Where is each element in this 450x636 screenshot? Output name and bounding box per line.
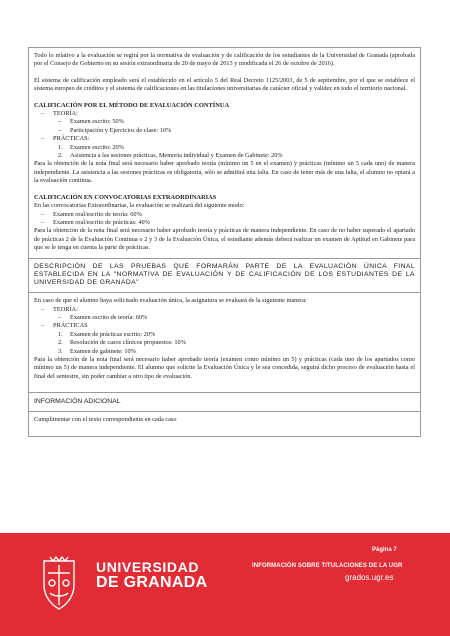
website-link[interactable]: grados.ugr.es [345, 573, 394, 582]
list-item: – TEORÍA: [41, 305, 78, 313]
university-name-line2: DE GRANADA [96, 574, 208, 591]
additional-info-cell [28, 412, 421, 436]
paragraph: En las convocatorias Extraordinarias, la evaluación se realizará del siguiente modo: [34, 202, 245, 210]
footer-info-text: INFORMACIÓN SOBRE TITULACIONES DE LA UGR [252, 563, 403, 569]
list-item: – Examen oral/escrito de teoría: 60% [41, 210, 142, 218]
paragraph: Para la obtención de la nota final será necesario haber aprobado teoría (mínimo un 5 en el examen) y prácticas (mínimo un 5 cada uno) de manera independiente. La asistencia a las sesiones prácticas es obligatoria, sólo se admitirá una falta. En caso de tener más de una falta, el alumno no optará a la evaluación continua. [34, 160, 415, 185]
list-item: – PRÁCTICAS [41, 322, 88, 330]
single-eval-section [28, 293, 421, 393]
paragraph: Para la obtención de la nota final será necesario haber aprobado teoría y prácticas de manera independiente. En caso de no haber superado el apartado de prácticas 2 de la Evaluación Continua o 2 y 3 de la Evaluación Única, el estudiante además deberá realizar un examen de Aptitud en Gabinete para que se le tenga en cuenta la parte de prácticas. [34, 227, 415, 252]
paragraph: Cumplimentar con el texto correspondiente en cada caso [34, 416, 177, 424]
additional-info-title-cell [28, 393, 421, 412]
evaluation-document [28, 47, 421, 437]
list-item: – Examen escrito: 50% [58, 118, 124, 126]
list-item: – Examen escrito de teoría: 60% [58, 313, 148, 321]
evaluation-section [28, 47, 421, 259]
continuous-eval-list [34, 110, 415, 160]
extraordinary-eval-list [34, 211, 415, 228]
single-eval-title-cell [28, 259, 421, 294]
list-item: 2. Resolución de casos clínicos propuestos: 10% [58, 339, 186, 347]
page-number: Página 7 [372, 547, 397, 553]
list-item: – Participación y Ejercicios de clase: 10% [58, 126, 172, 134]
list-item: – TEORÍA: [41, 110, 78, 118]
footer-banner [0, 533, 450, 636]
paragraph: El sistema de calificación empleado será el establecido en el artículo 5 del Real Decreto 1125/2003, de 5 de septiembre, por el que se establece el sistema europeo de créditos y el sistema de calificaciones en las titulaciones universitarias de carácter oficial y validez en todo el territorio nacional. [34, 76, 415, 93]
section-title: DESCRIPCIÓN DE LAS PRUEBAS QUE FORMARÁN PARTE DE LA EVALUACIÓN ÚNICA FINAL ESTABLECIDA EN LA "NORMATIVA DE EVALUACIÓN Y DE CALIFICACIÓN DE LOS ESTUDIANTES DE LA UNIVERSIDAD DE GRANADA" [34, 262, 415, 286]
list-item: 2. Asistencia a las sesiones prácticas, Memoria individual y Examen de Gabinete: 20% [58, 152, 283, 160]
university-name-line1: UNIVERSIDAD [96, 559, 200, 575]
section-title: INFORMACIÓN ADICIONAL [34, 398, 121, 406]
paragraph: En caso de que el alumno haya solicitado evaluación única, la asignatura se evaluará de la siguiente manera: [34, 297, 307, 305]
list-item: – PRÁCTICAS: [41, 135, 90, 143]
list-item: 1. Examen escrito: 20% [58, 143, 124, 151]
section-heading: CALIFICACIÓN EN CONVOCATORIAS EXTRAORDINARIAS [34, 193, 217, 201]
university-name [96, 559, 207, 591]
paragraph: Todo lo relativo a la evaluación se regirá por la normativa de evaluación y de calificación de los estudiantes de la Universidad de Granada (aprobada por el Consejo de Gobierno en su sesión extraordinaria de 20 de mayo de 2013 y modificada el 26 de octubre de 2016). [34, 52, 415, 68]
university-crest-icon [30, 553, 88, 613]
list-item: 1. Examen de prácticas escrito: 20% [58, 330, 156, 338]
list-item: – Examen oral/escrito de prácticas: 40% [41, 218, 150, 226]
paragraph: Para la obtención de la nota final será necesario haber aprobado teoría (examen como mínimo un 5) y prácticas (cada uno de los apartados como mínimo un 5) de manera independiente. El alumno que solicite la Evaluación Única y le sea concedida, seguirá dicho proceso de evaluación hasta el final del semestre, sin poder cambiar a otro tipo de evaluación. [34, 355, 415, 380]
single-eval-list [34, 306, 415, 356]
section-heading: CALIFICACIÓN POR EL MÉTODO DE EVALUACIÓN CONTÍNUA [34, 101, 230, 109]
list-item: 3. Examen de gabinete: 10% [58, 347, 136, 355]
